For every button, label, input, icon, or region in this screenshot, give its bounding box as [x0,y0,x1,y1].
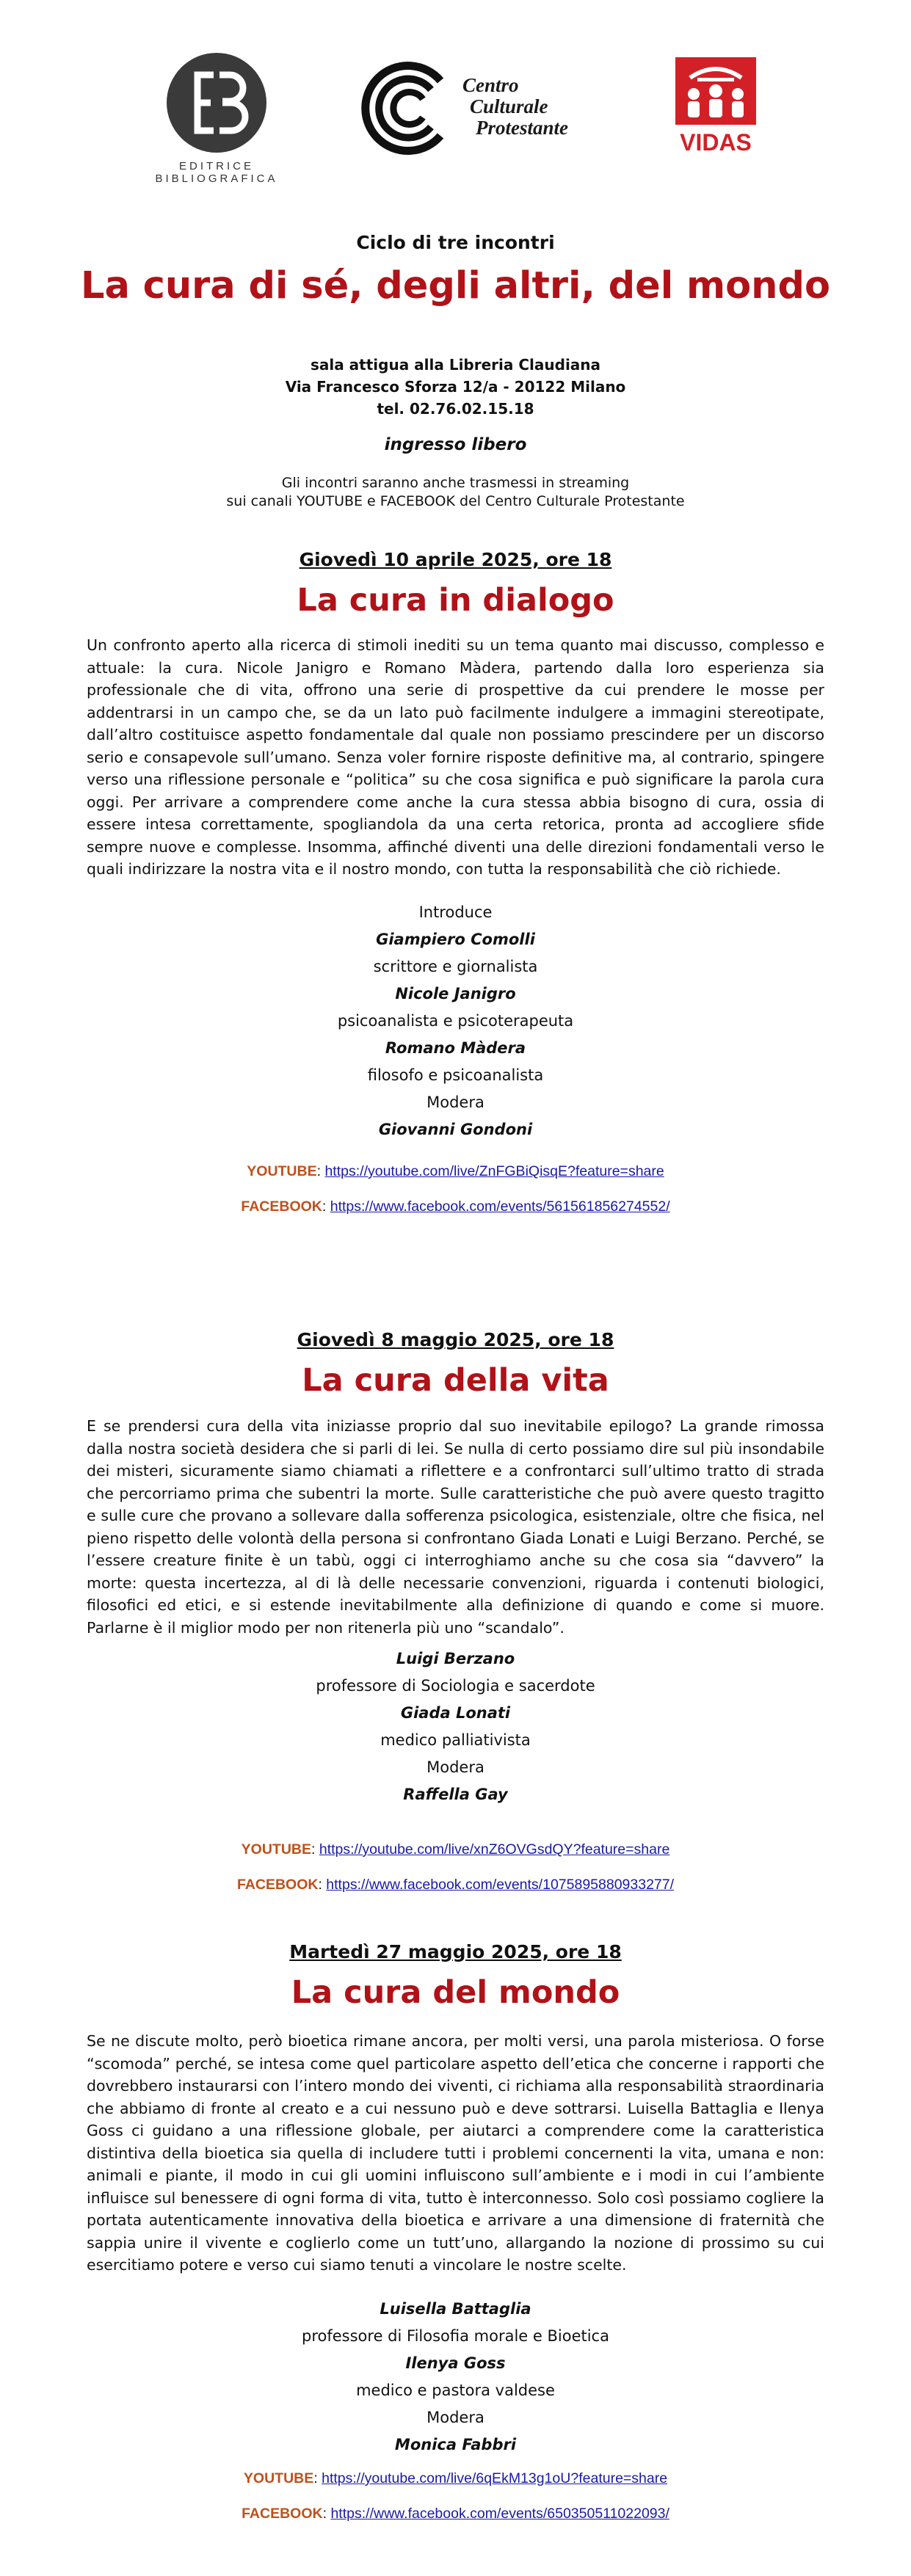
vidas-people-icon [675,57,756,125]
eb-monogram-icon [165,51,268,154]
event-links: YOUTUBE: https://youtube.com/live/xnZ6OVGsdQY?feature=share FACEBOOK: https://www.facebook.com/events/1075895880933277/ [236,1841,675,1893]
event-credits: Luisella Battaglia professore di Filosofia morale e Bioetica Ilenya Goss medico e pastora valdese Modera Monica Fabbri [302,2300,609,2453]
event-description: Un confronto aperto alla ricerca di stimoli inediti su un tema quanto mai discusso, complesso e attuale: la cura. Nicole Janigro e Romano Màdera, partendo dalla loro esperienza sia professionale che di vita, offrono una serie di prospettive da cui prendere le mosse per addentrarsi in un campo che, se da un lato può facilmente indulgere a immagini stereotipate, dall’altro costituisce aspetto fondamentale dal quale non possiamo prescindere per un discorso serio e consapevole sull’umano. Senza voler fornire risposte definitive ma, al contrario, spingere verso una riflessione personale e “politica” su che cosa significa e può significare la parola cura oggi. Per arrivare a comprendere come anche la cura stessa abbia bisogno di cura, ossia di essere intesa correttamente, spogliandola da una certa retorica, pronta ad accogliere sfide sempre nuove e complesse. Insomma, affinché diventi una delle direzioni fondamentali verso le quali indirizzare la nostra vita e il nostro mondo, con tutta la responsabilità che ciò richiede. [87,636,824,878]
page-title: La cura di sé, degli altri, del mondo [80,264,831,308]
editrice-bibliografica-logo [117,51,316,185]
youtube-link[interactable]: https://youtube.com/live/ZnFGBiQisqE?feature=share [324,1163,664,1179]
logo-bar [0,51,911,183]
venue-address: sala attigua alla Libreria Claudiana Via Francesco Sforza 12/a - 20122 Milano tel. 02.76.02.15.18 [285,356,626,418]
streaming-note: Gli incontri saranno anche trasmessi in streaming sui canali YOUTUBE e FACEBOOK del Centro Culturale Protestante [226,475,685,509]
event-credits: Introduce Giampiero Comolli scrittore e giornalista Nicole Janigro psicoanalista e psicoterapeuta Romano Màdera filosofo e psicoanalista Modera Giovanni Gondoni [337,903,574,1138]
logo-text: Centro Culturale Protestante [462,74,568,139]
event-date: Giovedì 8 maggio 2025, ore 18 [297,1329,614,1350]
facebook-link[interactable]: https://www.facebook.com/events/650350511022093/ [330,2506,669,2522]
centro-culturale-protestante-logo [360,59,624,169]
event-links: YOUTUBE: https://youtube.com/live/6qEkM13g1oU?feature=share FACEBOOK: https://www.facebook.com/events/650350511022093/ [242,2470,669,2522]
youtube-link[interactable]: https://youtube.com/live/xnZ6OVGsdQY?feature=share [319,1841,670,1858]
event-description: Se ne discute molto, però bioetica rimane ancora, per molti versi, una parola misteriosa. O forse “scomoda” perché, se intesa come quel particolare aspetto dell’etica che concerne i rapporti che dovrebbero instaurarsi con l’intero mondo dei viventi, ci richiama alla responsabilità straordinaria che abbiamo di fronte al creato e a cui nessuno può e deve sottrarsi. Luisella Battaglia e Ilenya Goss ci guidano a una riflessione globale, per aiutarci a comprendere come la caratteristica distintiva della bioetica sia quella di includere tutti i problemi concernenti la vita, umana e non: animali e piante, il modo in cui gli uomini influiscono sull’ambiente e i modi in cui l’ambiente influisce sul benessere di ogni forma di vita, tutto è interconnesso. Solo così possiamo cogliere la portata autenticamente innovativa della bioetica e arrivare a una dimensione di fraternità che sappia unire il vivente e coglierlo come un tutt’uno, allargando la nozione di prossimo su cui esercitiamo potere e verso cui siamo tenuti a vincolare le nostre scelte. [87,2032,824,2274]
vidas-logo [672,57,760,156]
event-title: La cura in dialogo [297,582,614,619]
logo-caption: VIDAS [680,129,752,156]
event-credits: Luigi Berzano professore di Sociologia e sacerdote Giada Lonati medico palliativista Modera Raffella Gay [316,1650,595,1803]
event-title: La cura del mondo [291,1974,620,2011]
event-title: La cura della vita [302,1362,609,1399]
entry-note: ingresso libero [384,435,527,454]
event-date: Giovedì 10 aprile 2025, ore 18 [299,549,612,570]
youtube-link[interactable]: https://youtube.com/live/6qEkM13g1oU?feature=share [322,2470,668,2486]
facebook-link[interactable]: https://www.facebook.com/events/1075895880933277/ [326,1877,675,1893]
event-description: E se prendersi cura della vita iniziasse proprio dal suo inevitabile epilogo? La grande rimossa dalla nostra società desidera che si parli di lei. Se nulla di certo possiamo dire sul più insondabile dei misteri, sicuramente siamo chiamati a riflettere e a confrontarci sull’ultimo tratto di strada che percorriamo prima che subentri la morte. Sulle caratteristiche che può avere questo tragitto e sulle cure che provano a sollevare dalla sofferenza psicologica, esistenziale, oltre che fisica, nel pieno rispetto delle volontà della persona si confrontano Giada Lonati e Luigi Berzano. Perché, se l’essere creature finite è un tabù, oggi ci interroghiamo anche su che cosa sia “davvero” la morte: questa incertezza, al di là delle necessarie convenzioni, riguarda i contenuti biologici, filosofici ed etici, e si estende inevitabilmente alla definizione di quando e come si muore. Parlarne è il miglior modo per non ritenerla più uno “scandalo”. [87,1417,824,1637]
event-date: Martedì 27 maggio 2025, ore 18 [289,1941,622,1962]
facebook-link[interactable]: https://www.facebook.com/events/561561856274552/ [330,1198,670,1215]
ccp-rings-icon [360,59,459,158]
series-heading: Ciclo di tre incontri [356,232,555,253]
event-links: YOUTUBE: https://youtube.com/live/ZnFGBiQisqE?feature=share FACEBOOK: https://www.facebook.com/events/561561856274552/ [241,1163,670,1215]
logo-caption: EDITRICE BIBLIOGRAFICA [155,160,278,185]
